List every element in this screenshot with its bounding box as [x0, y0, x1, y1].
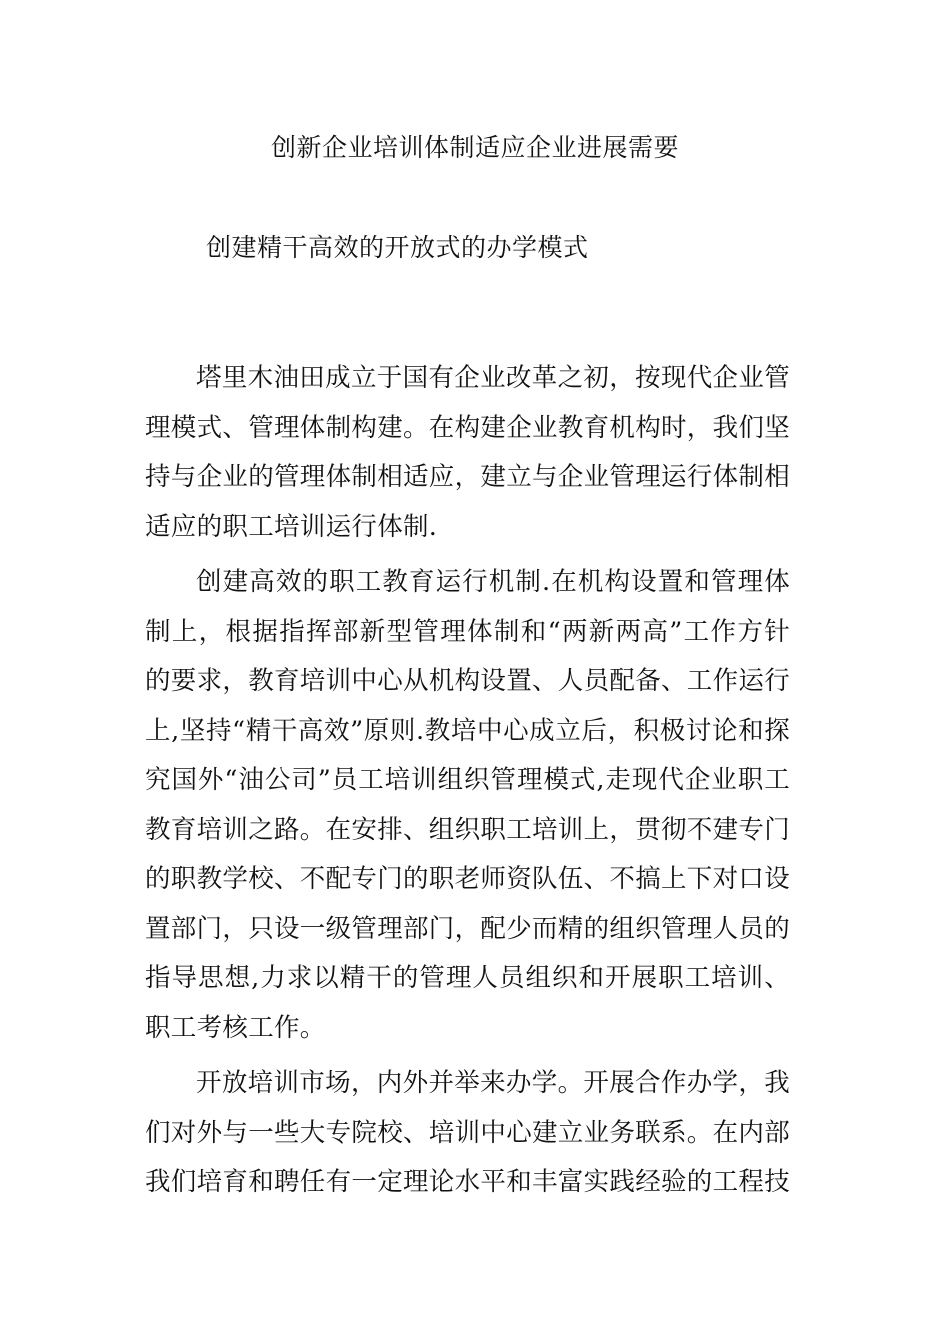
- body-text: [145, 354, 790, 1214]
- paragraph-3: 开放培训市场，内外并举来办学。开展合作办学，我们对外与一些大专院校、培训中心建立业务联系。在内部我们培育和聘任有一定理论水平和丰富实践经验的工程技: [145, 1068, 791, 1197]
- paragraph-2: 创建高效的职工教育运行机制.在机构设置和管理体制上，根据指挥部新型管理体制和“两新两高”工作方针的要求，教育培训中心从机构设置、人员配备、工作运行上,坚持“精干高效”原则.教培中心成立后，积极讨论和探究国外“油公司”员工培训组织管理模式,走现代企业职工教育培训之路。在安排、组织职工培训上，贯彻不建专门的职教学校、不配专门的职老师资队伍、不搞上下对口设置部门，只设一级管理部门，配少而精的组织管理人员的指导思想,力求以精干的管理人员组织和开展职工培训、职工考核工作。: [145, 567, 791, 1043]
- paragraph-1: 塔里木油田成立于国有企业改革之初，按现代企业管理模式、管理体制构建。在构建企业教育机构时，我们坚持与企业的管理体制相适应，建立与企业管理运行体制相适应的职工培训运行体制.: [145, 363, 791, 542]
- section-heading: 创建精干高效的开放式的办学模式: [206, 233, 589, 262]
- document-title: 创新企业培训体制适应企业进展需要: [270, 133, 679, 162]
